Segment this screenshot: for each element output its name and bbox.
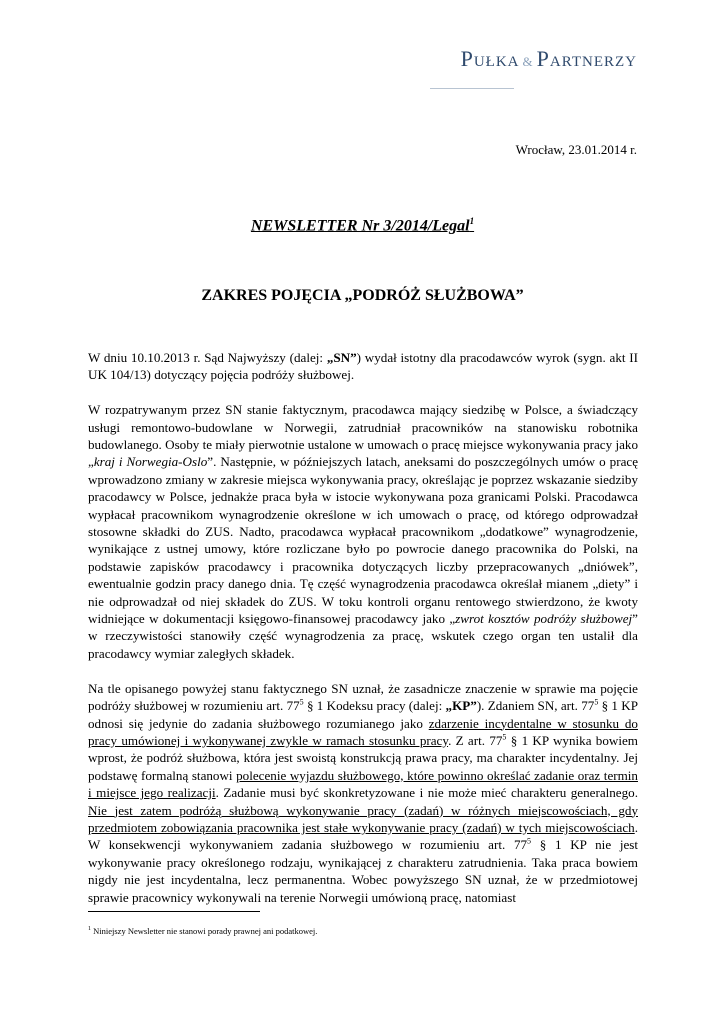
underlined-text: polecenie wyjazdu służbowego, które powinno określać zadanie oraz termin i miejsce jego realizacji [88, 767, 638, 801]
text: W rozpatrywanym przez SN stanie faktycznym, pracodawca mający siedzibę w Polsce, a świadczący usługi remontowo-budowlane w Norwegii, zatrudniał pracowników na stanowisku robotnika budowlanego. Osoby te miały pierwotnie ustalone w umowach o pracę miejsce wykonywania pracy jako „ [88, 402, 638, 470]
quoted-expense: zwrot kosztów podróży służbowej [455, 611, 633, 627]
text: § 1 KP wynika bowiem wprost, że podróż służbowa, która jest swoistą konstrukcją prawa pracy, ma charakter incydentalny. Jej podstawę formalną stanowi [88, 732, 638, 783]
underlined-text: Nie jest zatem podróżą służbową wykonywanie pracy (zadań) w różnych miejscowościach, gdy przedmiotem zobowiązania pracownika jest stałe wykonywanie pracy (zadań) w tych miejscowościach [88, 802, 638, 835]
paragraph-2 [88, 401, 638, 662]
footnote-reference: 1 [469, 216, 475, 226]
defined-term-kp: „KP” [445, 698, 477, 714]
defined-term-sn: „SN” [326, 350, 357, 365]
logo-word-ulka: UŁKA [473, 54, 520, 70]
newsletter-title [0, 216, 725, 235]
text: . W konsekwencji wykonywaniem zadania służbowego w rozumieniu art. 77 [88, 819, 638, 853]
text: ” w rzeczywistości stanowiły część wynagrodzenia za pracę, wskutek czego organ ten ustalił dla pracodawcy wymiar zaległych składek. [88, 611, 638, 661]
footnote-mark: 1 [88, 926, 91, 933]
subject-title: ZAKRES POJĘCIA „PODRÓŻ SŁUŻBOWA” [201, 287, 524, 304]
superscript: 5 [594, 697, 599, 707]
paragraph-3 [88, 680, 638, 906]
text: . Zadanie musi być skonkretyzowane i nie może mieć charakteru generalnego. [215, 785, 638, 801]
text: ”. Następnie, w późniejszych latach, aneksami do poszczególnych umów o pracę wprowadzono zmiany w zakresie miejsca wykonywania pracy, określając je poprzez wskazanie siedziby pracodawcy w Polsce, jednakże praca była w istocie wykonywana poza granicami Polski. Pracodawca wypłacał pracownikom wynagrodzenie określone w ich umowach o pracę, od którego odprowadzał stosowne składki do ZUS. Nadto, pracodawca wypłacał pracownikom „dodatkowe” wynagrodzenie, wynikające z ustnej umowy, które rozliczane było po powrocie danego pracownika do Polski, na podstawie zapisków pracodawcy i pracownika dotyczących liczby przepracowanych „dniówek”, ewentualnie godzin pracy danego dnia. Tę część wynagrodzenia pracodawca określał mianem „diety” i nie odprowadzał od niej składek do ZUS. W toku kontroli organu rentowego stwierdzono, że kwoty widniejące w dokumentacji księgowo-finansowej pracodawcy jako „ [88, 454, 639, 627]
text: . Z art. 77 [448, 732, 503, 748]
text: § 1 KP odnosi się jedynie do zadania służbowego rozumianego jako [88, 698, 638, 731]
newsletter-title-text: NEWSLETTER Nr 3/2014/Legal [250, 217, 470, 235]
footnote-text: Niniejszy Newsletter nie stanowi porady prawnej ani podatkowej. [91, 926, 318, 936]
logo-divider [430, 88, 514, 89]
underlined-text: zdarzenie incydentalne w stosunku do pracy umówionej i wykonywanej zwykle w ramach stosunku pracy [88, 715, 638, 748]
document-body [88, 349, 638, 923]
letter-date: Wrocław, 23.01.2014 r. [515, 142, 637, 157]
quoted-place: kraj i Norwegia-Oslo [93, 454, 208, 470]
footnote [88, 926, 317, 936]
text: § 1 KP nie jest wykonywanie pracy określonego rodzaju, wynikającej z charakteru zatrudnienia. Taka praca bowiem nigdy nie jest incydentalna, lecz permanentna. Wobec powyższego SN uznał, że w przedmiotowej sprawie pracownicy wykonywali na terenie Norwegii umówioną pracę, natomiast [88, 837, 639, 905]
paragraph-1 [88, 349, 638, 384]
text: ). Zdaniem SN, art. 77 [476, 698, 595, 714]
logo-ampersand: & [522, 54, 534, 69]
superscript: 5 [299, 697, 304, 707]
logo-letter-p: P [460, 46, 474, 71]
text: ) wydał istotny dla pracodawców wyrok (sygn. akt II UK 104/13) dotyczący pojęcia podróży służbowej. [88, 350, 638, 383]
superscript: 5 [527, 836, 532, 846]
logo-letter-p2: P [536, 46, 550, 71]
company-logo [461, 46, 637, 72]
logo-word-artnerzy: ARTNERZY [549, 54, 637, 70]
text: W dniu 10.10.2013 r. Sąd Najwyższy (dalej: [88, 350, 327, 365]
text: Na tle opisanego powyżej stanu faktycznego SN uznał, że zasadnicze znaczenie w sprawie ma pojęcie podróży służbowej w rozumieniu art. 77 [88, 680, 638, 714]
footnote-separator [88, 911, 260, 912]
text: § 1 Kodeksu pracy (dalej: [303, 698, 446, 714]
superscript: 5 [502, 732, 507, 742]
